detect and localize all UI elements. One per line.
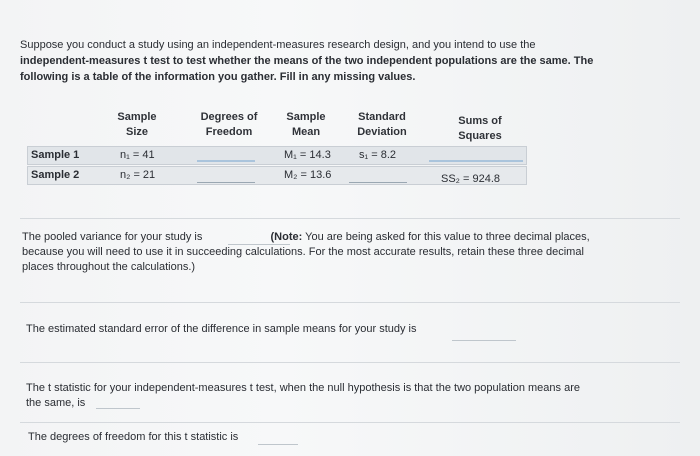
sample-1-mean: M₁ = 14.3 xyxy=(284,149,331,161)
header-text: Degrees of xyxy=(200,111,258,123)
sample-1-size: n₁ = 41 xyxy=(120,149,155,161)
row-label-sample-2: Sample 2 xyxy=(31,169,80,181)
table-row xyxy=(27,146,527,165)
degrees-of-freedom-input[interactable] xyxy=(258,444,298,445)
intro-line-2: independent-measures t test to test whether the means of the two independent populations are the same. The xyxy=(20,55,594,67)
pooled-variance-question xyxy=(22,230,672,275)
header-sample-size xyxy=(107,110,167,140)
intro-line-1: Suppose you conduct a study using an independent-measures research design, and you intend to use the xyxy=(20,39,536,51)
data-table xyxy=(27,108,527,186)
header-degrees-of-freedom xyxy=(189,110,269,140)
pooled-line-2: because you will need to use it in succeeding calculations. For the most accurate results, retain these three decimal xyxy=(22,246,584,258)
header-standard-deviation xyxy=(345,110,419,140)
note-text: You are being asked for this value to three decimal places, xyxy=(305,231,590,243)
header-sums-of-squares xyxy=(435,114,525,144)
pooled-variance-prompt: The pooled variance for your study is xyxy=(22,231,203,243)
question-intro xyxy=(20,37,660,85)
header-text: Sample xyxy=(117,111,157,123)
sample-1-ss-input[interactable] xyxy=(429,160,523,162)
t-statistic-question xyxy=(26,381,676,411)
sample-2-ss: SS₂ = 924.8 xyxy=(441,173,501,185)
section-divider xyxy=(20,422,680,423)
header-text: Deviation xyxy=(357,126,407,138)
t-statistic-line-1: The t statistic for your independent-measures t test, when the null hypothesis is that the two population means are xyxy=(26,382,580,394)
sample-2-mean: M₂ = 13.6 xyxy=(284,169,332,181)
intro-line-3: following is a table of the information you gather. Fill in any missing values. xyxy=(20,71,416,83)
header-text: Sums of xyxy=(458,115,502,127)
section-divider xyxy=(20,218,680,219)
t-statistic-line-2: the same, is xyxy=(26,397,86,409)
sample-2-size: n₂ = 21 xyxy=(120,169,156,181)
sample-2-sd-input[interactable] xyxy=(349,182,407,183)
sample-1-df-input[interactable] xyxy=(197,160,255,162)
standard-error-input[interactable] xyxy=(452,340,516,341)
header-text: Sample xyxy=(286,111,326,123)
pooled-variance-input[interactable] xyxy=(228,244,290,245)
sample-2-df-input[interactable] xyxy=(197,182,255,183)
header-text: Size xyxy=(125,126,148,138)
header-text: Squares xyxy=(458,130,502,142)
section-divider xyxy=(20,362,680,363)
row-label-sample-1: Sample 1 xyxy=(31,149,80,161)
header-text: Standard xyxy=(358,111,406,123)
section-divider xyxy=(20,302,680,303)
header-text: Mean xyxy=(291,126,321,138)
header-text: Freedom xyxy=(205,126,253,138)
sample-1-sd: s₁ = 8.2 xyxy=(359,149,397,161)
degrees-of-freedom-prompt: The degrees of freedom for this t statistic is xyxy=(28,431,239,443)
header-sample-mean xyxy=(275,110,337,140)
note-label: (Note: xyxy=(270,231,303,243)
t-statistic-input[interactable] xyxy=(96,408,140,409)
standard-error-prompt: The estimated standard error of the difference in sample means for your study is xyxy=(26,323,417,335)
pooled-line-3: places throughout the calculations.) xyxy=(22,261,196,273)
